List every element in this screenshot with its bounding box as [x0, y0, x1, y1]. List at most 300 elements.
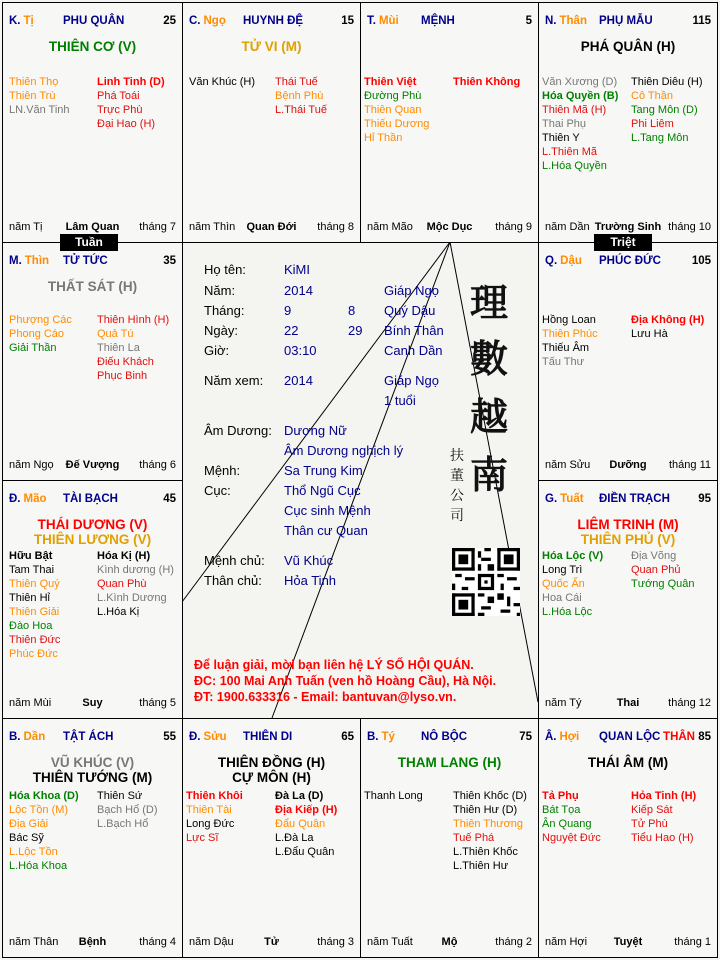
minor-star: Bạch Hổ (D) [97, 804, 158, 816]
palace-can: Â. [545, 731, 557, 743]
minor-star: Thai Phụ [542, 118, 587, 130]
palace-header [367, 731, 532, 745]
main-star: CỰ MÔN (H) [232, 770, 311, 785]
palace-dai-han: 115 [692, 15, 711, 27]
minor-star: Hữu Bật [9, 550, 53, 562]
tuoi-value: 1 tuổi [384, 393, 416, 408]
minor-star: Tướng Quân [631, 578, 695, 590]
gio-can: Canh Dần [384, 343, 443, 358]
minor-star: Đào Hoa [9, 620, 53, 632]
palace-header [545, 493, 711, 507]
palace-header [367, 15, 532, 29]
minor-star: L.Đà La [275, 832, 314, 844]
minor-star: L.Hóa Quyền [542, 160, 607, 172]
minor-star: Thiên Diêu (H) [631, 76, 703, 88]
stars-left-column [9, 75, 70, 117]
minor-star: Thái Tuế [275, 76, 318, 88]
palace-dai-han: 45 [163, 493, 176, 505]
minor-star: L.Kình Dương [97, 592, 167, 604]
stars-right-column [631, 549, 695, 591]
stars-right-column [453, 789, 527, 873]
ho-ten-value: KiMI [284, 262, 310, 277]
minor-star: Thiên Khốc (D) [453, 790, 527, 802]
gio-label: Giờ: [204, 343, 230, 358]
nam-value: 2014 [284, 283, 313, 298]
stars-right-column [631, 789, 696, 845]
palace-cung-name: TÀI BẠCH [63, 493, 118, 505]
palace-dai-han: 35 [163, 255, 176, 267]
cuc-sinh-menh: Cục sinh Mệnh [284, 503, 371, 518]
palace-can: B. [9, 731, 21, 743]
stars-left-column [542, 789, 601, 845]
nguyet-han: tháng 7 [139, 221, 176, 233]
qr-code[interactable] [452, 548, 520, 616]
minor-star: L.Hóa Khoa [9, 860, 68, 872]
palace-header [9, 493, 176, 507]
main-star: THIÊN PHỦ (V) [580, 532, 676, 547]
minor-star: Hoa Cái [542, 592, 582, 604]
menh-value: Sa Trung Kim [284, 463, 363, 478]
minor-star: Trực Phù [97, 104, 143, 116]
minor-star: Phi Liêm [631, 118, 674, 130]
namxem-can: Giáp Ngọ [384, 373, 439, 388]
minor-star: Kình dương (H) [97, 564, 174, 576]
palace-cung-name: QUAN LỘC [599, 731, 661, 743]
tieu-han-year: năm Mùi [9, 697, 52, 709]
palace-footer [9, 697, 176, 711]
main-star: THÁI DƯƠNG (V) [37, 517, 148, 532]
sub-calligraphy-1: 扶 [450, 448, 464, 464]
minor-star: Thiên Thương [453, 818, 524, 830]
palace-chi: Hợi [559, 731, 580, 743]
palace-header [545, 255, 711, 269]
minor-star: Tấu Thư [542, 356, 585, 368]
stars-left-column [542, 75, 618, 173]
minor-star: Lực Sĩ [186, 832, 219, 844]
palace-dai-han: 105 [691, 255, 711, 267]
palace-dai-han: 95 [698, 493, 711, 505]
minor-star: Thiên Không [453, 76, 521, 88]
nguyet-han: tháng 11 [668, 459, 711, 471]
ngay-value: 22 [284, 323, 299, 338]
palace-hoi[interactable] [538, 718, 718, 958]
minor-star: Thiên Sứ [97, 790, 143, 802]
truong-sinh: Đế Vượng [65, 459, 120, 471]
minor-star: Văn Xương (D) [542, 76, 618, 88]
palace-ti[interactable] [2, 2, 183, 243]
minor-star: Thiên La [97, 342, 140, 354]
palace-chi: Thìn [24, 255, 50, 267]
palace-footer [189, 936, 354, 950]
palace-header [189, 15, 354, 29]
main-star: THIÊN LƯƠNG (V) [33, 532, 152, 547]
truong-sinh: Tuyệt [613, 936, 643, 948]
minor-star: Thiên Khôi [186, 790, 243, 802]
palace-can: T. [367, 15, 376, 27]
minor-star: Đẩu Quân [275, 818, 326, 830]
center-info-panel [182, 242, 538, 718]
stars-left-column [364, 75, 429, 145]
ho-ten-label: Họ tên: [204, 262, 246, 277]
main-star: THIÊN TƯỚNG (M) [32, 770, 153, 785]
menhchu-label: Mệnh chủ: [204, 553, 265, 568]
minor-star: Thanh Long [364, 790, 423, 802]
calligraphy-char-2: 數 [470, 336, 509, 381]
palace-dai-han: 25 [163, 15, 176, 27]
minor-star: Hóa Lộc (V) [542, 550, 604, 562]
minor-star: Đà La (D) [275, 790, 324, 802]
stars-right-column [275, 789, 337, 859]
nguyet-han: tháng 1 [674, 936, 711, 948]
stars-left-column [542, 313, 598, 369]
minor-star: Nguyệt Đức [542, 832, 601, 844]
minor-star: Kiếp Sát [631, 804, 673, 816]
tieu-han-year: năm Tị [9, 221, 43, 233]
truong-sinh: Dưỡng [609, 459, 647, 471]
minor-star: Thiên Y [542, 132, 580, 144]
truong-sinh: Mộ [441, 936, 458, 948]
palace-cung-name: THIÊN DI [243, 731, 293, 743]
main-star: TỬ VI (M) [241, 39, 302, 54]
minor-star: Quan Phù [97, 578, 147, 590]
stars-left-column [364, 789, 423, 803]
minor-star: Phượng Các [9, 314, 72, 326]
minor-star: Hỏa Tinh (H) [631, 790, 697, 802]
ngay-can: Bính Thân [384, 323, 444, 338]
truong-sinh: Suy [82, 697, 103, 709]
palace-chi: Dậu [560, 255, 582, 267]
stars-right-column [97, 313, 169, 383]
minor-star: Tử Phù [631, 818, 668, 830]
minor-star: Giải Thần [9, 342, 57, 354]
nguyet-han: tháng 12 [668, 697, 711, 709]
palace-footer [545, 936, 711, 950]
palace-cung-name: TẬT ÁCH [63, 731, 114, 743]
contact-phone-email[interactable]: ĐT: 1900.633316 - Email: bantuvan@lyso.vn. [194, 690, 457, 704]
sub-calligraphy-4: 司 [450, 508, 464, 524]
amduong-value: Dương Nữ [284, 423, 347, 438]
minor-star: Hỉ Thần [364, 132, 403, 144]
palace-can: Q. [545, 255, 558, 267]
minor-star: Thiên Đức [9, 634, 61, 646]
than-cu-quan: Thân cư Quan [284, 523, 368, 538]
minor-star: Địa Võng [631, 550, 677, 562]
palace-dai-han: 75 [519, 731, 532, 743]
nguyet-han: tháng 3 [317, 936, 354, 948]
palace-cung-name: PHỤ MẪU [599, 15, 653, 27]
cuc-value: Thổ Ngũ Cục [284, 483, 361, 498]
palace-cung-name: MỆNH [421, 15, 455, 27]
palace-chi: Mùi [378, 15, 399, 27]
palace-chi: Sửu [203, 731, 227, 743]
minor-star: L.Thiên Mã [542, 146, 598, 158]
stars-left-column [9, 549, 60, 661]
minor-star: Thiên Quý [9, 578, 60, 590]
palace-cung-name: TỬ TỨC [63, 255, 108, 267]
palace-chi: Tý [381, 731, 395, 743]
palace-can: K. [9, 15, 21, 27]
truong-sinh: Bệnh [78, 936, 107, 948]
palace-can: Đ. [189, 731, 201, 743]
palace-ty[interactable] [360, 718, 539, 958]
truong-sinh: Trường Sinh [594, 221, 662, 233]
palace-header [9, 255, 176, 269]
stars-left-column [9, 313, 72, 355]
palace-can: B. [367, 731, 379, 743]
palace-cung-name: PHU QUÂN [63, 15, 125, 27]
minor-star: Bác Sỹ [9, 832, 44, 844]
nam-can: Giáp Ngọ [384, 283, 439, 298]
calligraphy-char-1: 理 [470, 280, 509, 325]
palace-footer [367, 936, 532, 950]
stars-right-column [275, 75, 327, 117]
main-star: THẤT SÁT (H) [47, 279, 138, 294]
main-star: VŨ KHÚC (V) [50, 755, 135, 770]
tieu-han-year: năm Tuất [367, 936, 413, 948]
palace-header [9, 15, 176, 29]
palace-footer [9, 459, 176, 473]
stars-right-column [453, 75, 520, 89]
palace-dan[interactable] [2, 718, 183, 958]
palace-footer [9, 221, 176, 235]
amduong-nghichly: Âm Dương nghịch lý [284, 443, 404, 458]
palace-cung-name: HUYNH ĐỆ [243, 15, 304, 27]
palace-chi: Ngọ [203, 15, 226, 27]
thang-value: 9 [284, 303, 292, 318]
tieu-han-year: năm Sửu [545, 459, 591, 471]
sub-calligraphy-3: 公 [450, 488, 464, 504]
minor-star: Văn Khúc (H) [189, 76, 256, 88]
minor-star: Lộc Tồn (M) [9, 804, 69, 816]
stars-left-column [542, 549, 603, 619]
main-star: THAM LANG (H) [397, 755, 502, 770]
minor-star: L.Hóa Kị [97, 606, 140, 618]
palace-chi: Tị [23, 15, 34, 27]
tieu-han-year: năm Dậu [189, 936, 234, 948]
palace-can: N. [545, 15, 557, 27]
minor-star: Đại Hao (H) [97, 118, 156, 130]
minor-star: L.Lộc Tồn [9, 846, 58, 858]
palace-header [545, 731, 711, 745]
palace-ngo[interactable] [182, 2, 361, 243]
nguyet-han: tháng 9 [495, 221, 532, 233]
palace-can: G. [545, 493, 558, 505]
minor-star: Tiểu Hao (H) [631, 832, 694, 844]
palace-dai-han: 55 [163, 731, 176, 743]
palace-can: Đ. [9, 493, 21, 505]
palace-mao[interactable] [2, 480, 183, 719]
thanchu-value: Hỏa Tinh [284, 573, 337, 588]
namxem-value: 2014 [284, 373, 313, 388]
stars-left-column [9, 789, 79, 873]
palace-cung-name: ĐIỀN TRẠCH [599, 493, 670, 505]
calligraphy-char-4: 南 [470, 452, 509, 497]
minor-star: Thiên Hỉ [9, 592, 50, 604]
stars-right-column [97, 789, 158, 831]
minor-star: Cô Thần [631, 90, 673, 102]
palace-dai-han: 65 [341, 731, 354, 743]
palace-footer [545, 221, 711, 235]
minor-star: Hồng Loan [542, 314, 596, 326]
minor-star: Thiên Phúc [542, 328, 598, 340]
truong-sinh: Quan Đới [246, 221, 297, 233]
truong-sinh: Mộc Dục [426, 221, 473, 233]
minor-star: Thiên Thọ [9, 76, 59, 88]
thang-can: Quý Dậu [384, 303, 436, 318]
cuc-label: Cục: [204, 483, 231, 498]
minor-star: L.Thiên Khốc [453, 846, 518, 858]
palace-chi: Thân [559, 15, 587, 27]
nguyet-han: tháng 4 [139, 936, 176, 948]
minor-star: Bát Tọa [542, 804, 581, 816]
minor-star: Ân Quang [542, 818, 592, 830]
palace-footer [189, 221, 354, 235]
palace-can: C. [189, 15, 201, 27]
palace-than-marker: THÂN [663, 731, 695, 743]
minor-star: L.Thiên Hư [453, 860, 509, 872]
ngay-label: Ngày: [204, 323, 238, 338]
minor-star: Phúc Đức [9, 648, 58, 660]
contact-address: ĐC: 100 Mai Anh Tuấn (ven hồ Hoàng Cầu), Hà Nội. [194, 674, 497, 688]
minor-star: Địa Kiếp (H) [275, 804, 338, 816]
minor-star: L.Thái Tuế [275, 104, 327, 116]
minor-star: Bệnh Phù [275, 90, 324, 102]
palace-mui[interactable] [360, 2, 539, 243]
contact-line-1: Để luận giải, mời bạn liên hệ LÝ SỐ HỘI QUÁN. [194, 658, 474, 672]
palace-chi: Mão [23, 493, 47, 505]
main-star: LIÊM TRINH (M) [577, 517, 679, 532]
palace-dai-han: 5 [525, 15, 532, 27]
triet-tag: Triệt [594, 234, 652, 251]
main-star: THIÊN ĐỒNG (H) [217, 755, 326, 770]
calligraphy-char-3: 越 [470, 394, 509, 439]
minor-star: Thiên Hình (H) [97, 314, 170, 326]
stars-left-column [189, 75, 255, 89]
sub-calligraphy-2: 董 [450, 468, 464, 484]
menh-label: Mệnh: [204, 463, 241, 478]
palace-footer [9, 936, 176, 950]
stars-left-column [186, 789, 243, 845]
palace-cung-name: PHÚC ĐỨC [599, 255, 661, 267]
minor-star: Tang Môn (D) [631, 104, 698, 116]
minor-star: Hóa Kị (H) [97, 550, 151, 562]
minor-star: L.Bạch Hổ [97, 818, 149, 830]
tuan-tag: Tuần [60, 234, 118, 251]
amduong-label: Âm Dương: [204, 423, 272, 438]
palace-header [545, 15, 711, 29]
stars-right-column [631, 75, 703, 145]
tieu-han-year: năm Mão [367, 221, 413, 233]
palace-thin[interactable] [2, 242, 183, 481]
nguyet-han: tháng 10 [668, 221, 711, 233]
minor-star: Hóa Khoa (D) [9, 790, 79, 802]
nguyet-han: tháng 8 [317, 221, 354, 233]
palace-cung-name: NÔ BỘC [421, 731, 467, 743]
palace-suu[interactable] [182, 718, 361, 958]
main-star: PHÁ QUÂN (H) [580, 39, 676, 54]
palace-dai-han: 85 [698, 731, 711, 743]
stars-right-column [97, 549, 174, 619]
palace-than[interactable] [538, 2, 718, 243]
minor-star: Lưu Hà [631, 328, 668, 340]
tieu-han-year: năm Thân [9, 936, 59, 948]
minor-star: LN.Văn Tinh [9, 104, 70, 116]
minor-star: Địa Giải [9, 818, 49, 830]
tieu-han-year: năm Hợi [545, 936, 588, 948]
minor-star: Tả Phụ [542, 790, 579, 802]
minor-star: Phục Binh [97, 370, 148, 382]
palace-header [189, 731, 354, 745]
stars-right-column [631, 313, 704, 341]
minor-star: L.Hóa Lộc [542, 606, 593, 618]
tieu-han-year: năm Thìn [189, 221, 236, 233]
nam-label: Năm: [204, 283, 236, 298]
palace-dau[interactable] [538, 242, 718, 481]
nguyet-han: tháng 6 [139, 459, 176, 471]
tieu-han-year: năm Ngọ [9, 459, 54, 471]
palace-footer [545, 697, 711, 711]
stars-right-column [97, 75, 165, 131]
truong-sinh: Lâm Quan [65, 221, 120, 233]
palace-header [9, 731, 176, 745]
palace-chi: Dần [23, 731, 46, 743]
minor-star: Phá Toái [97, 90, 140, 102]
minor-star: Linh Tinh (D) [97, 76, 165, 88]
nguyet-han: tháng 2 [495, 936, 532, 948]
gio-value: 03:10 [284, 343, 317, 358]
minor-star: Thiên Mã (H) [542, 104, 607, 116]
palace-footer [367, 221, 532, 235]
tieu-han-year: năm Tý [545, 697, 582, 709]
menhchu-value: Vũ Khúc [284, 553, 334, 568]
palace-tuat[interactable] [538, 480, 718, 719]
minor-star: Thiên Giải [9, 606, 60, 618]
namxem-label: Năm xem: [204, 373, 264, 388]
minor-star: Long Trì [542, 564, 583, 576]
main-star: THIÊN CƠ (V) [48, 39, 137, 54]
minor-star: Thiên Tài [186, 804, 232, 816]
minor-star: Hóa Quyền (B) [542, 90, 619, 102]
truong-sinh: Thai [616, 697, 640, 709]
minor-star: L.Tang Môn [631, 132, 689, 144]
minor-star: Tam Thai [9, 564, 55, 576]
nguyet-han: tháng 5 [139, 697, 176, 709]
minor-star: Long Đức [186, 818, 235, 830]
minor-star: Phong Cáo [9, 328, 65, 340]
palace-chi: Tuất [560, 493, 584, 505]
minor-star: Thiên Hư (D) [453, 804, 518, 816]
minor-star: Thiên Việt [364, 76, 417, 88]
palace-dai-han: 15 [341, 15, 354, 27]
minor-star: Thiếu Dương [364, 118, 430, 130]
minor-star: Thiếu Âm [542, 342, 590, 354]
minor-star: Thiên Quan [364, 104, 422, 116]
thang-am: 8 [348, 303, 356, 318]
minor-star: Thiên Trù [9, 90, 56, 102]
minor-star: Đường Phù [364, 90, 422, 102]
ngay-am: 29 [348, 323, 363, 338]
tieu-han-year: năm Dần [545, 221, 590, 233]
minor-star: Quốc Ấn [542, 578, 585, 590]
thanchu-label: Thân chủ: [204, 573, 262, 588]
minor-star: L.Đẩu Quân [275, 846, 335, 858]
minor-star: Quả Tú [97, 328, 134, 340]
truong-sinh: Tử [264, 936, 279, 948]
minor-star: Quan Phủ [631, 564, 681, 576]
palace-can: M. [9, 255, 22, 267]
main-star: THÁI ÂM (M) [587, 755, 669, 770]
minor-star: Tuế Phá [453, 832, 495, 844]
